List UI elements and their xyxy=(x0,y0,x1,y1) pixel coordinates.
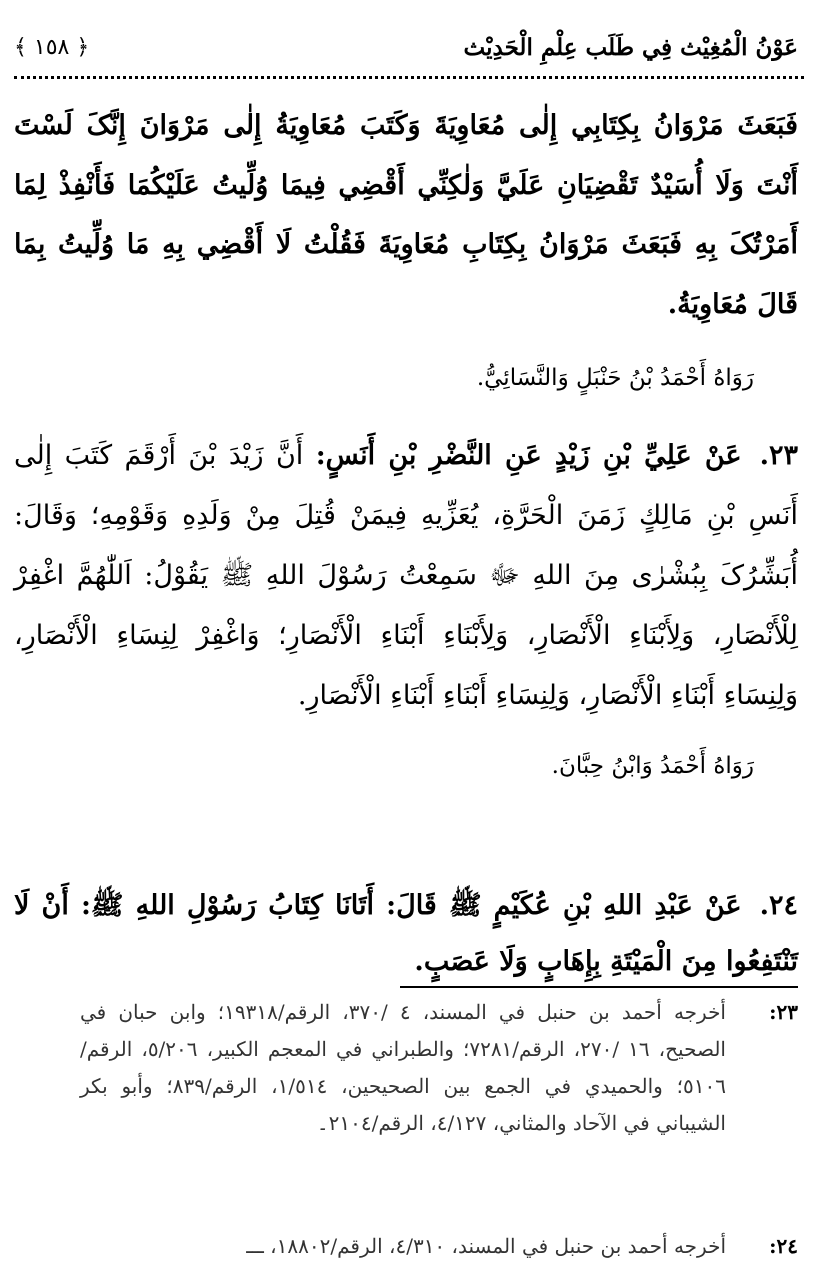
hadith-text: أَتَانَا كِتَابُ رَسُوْلِ اللهِ ﷺ: أَنْ لَا تَنْتَفِعُوا مِنَ الْمَيْتَةِ بِإِهَابٍ وَلَا عَصَبٍ. xyxy=(14,890,798,977)
source-citation-1: رَوَاهُ أَحْمَدُ بْنُ حَنْبَلٍ وَالنَّسَائِيُّ. xyxy=(476,365,754,391)
book-title: عَوْنُ الْمُغِيْث فِي طَلَب عِلْمِ الْحَدِيْث xyxy=(463,34,798,61)
footnote-text: أخرجه أحمد بن حنبل في المسند، ٤/٣١٠، الرقم/١٨٨٠٢، ـــ xyxy=(246,1234,726,1258)
page-header xyxy=(14,30,798,70)
footnote-divider xyxy=(400,986,798,988)
footnote-number: ٢٣: xyxy=(769,1000,798,1024)
hadith-number: ٢٤. xyxy=(759,890,798,921)
hadith-text: أَنَّ زَيْدَ بْنَ أَرْقَمَ كَتَبَ إِلٰى أَنَسِ بْنِ مَالِكٍ زَمَنَ الْحَرَّةِ، يُعَزِّيهِ فِيمَنْ قُتِلَ مِنْ وَلَدِهِ وَقَوْمِهِ؛ وَقَالَ: أُبَشِّرُکَ بِبُشْرٰى مِنَ اللهِ ﷻ سَمِعْتُ رَسُوْلَ اللهِ ﷺ يَقُوْلُ: اَللّٰهُمَّ اغْفِرْ لِلْأَنْصَارِ، وَلِأَبْنَاءِ الْأَنْصَارِ، وَلِأَبْنَاءِ أَبْنَاءِ الْأَنْصَارِ؛ وَاغْفِرْ لِنِسَاءِ الْأَنْصَارِ، وَلِنِسَاءِ أَبْنَاءِ الْأَنْصَارِ، وَلِنِسَاءِ أَبْنَاءِ أَبْنَاءِ الْأَنْصَارِ. xyxy=(14,440,798,711)
footnote-number: ٢٤: xyxy=(769,1234,798,1258)
page-number: ﴿ ١٥٨ ﴾ xyxy=(14,35,90,60)
footnote-23 xyxy=(80,994,798,1142)
footnote-24 xyxy=(80,1228,798,1265)
hadith-23 xyxy=(14,426,798,726)
continued-paragraph: فَبَعَثَ مَرْوَانُ بِكِتَابِي إِلٰى مُعَاوِيَةَ وَكَتَبَ مُعَاوِيَةُ إِلٰى مَرْوَانَ إِنَّکَ لَسْتَ أَنْتَ وَلَا أُسَيْدٌ تَقْضِيَانِ عَلَيَّ وَلٰكِنِّي أَقْضِي فِيمَا وُلِّيتُ عَلَيْكُمَا فَأَنْفِذْ لِمَا أَمَرْتُکَ بِهِ فَبَعَثَ مَرْوَانُ بِكِتَابِ مُعَاوِيَةَ فَقُلْتُ لَا أَقْضِي بِهِ مَا وُلِّيتُ بِمَا قَالَ مُعَاوِيَةُ. xyxy=(14,110,798,320)
hadith-narrator: عَنْ عَلِيِّ بْنِ زَيْدٍ عَنِ النَّضْرِ بْنِ أَنَسٍ: xyxy=(315,440,742,471)
hadith-narrator: عَنْ عَبْدِ اللهِ بْنِ عُكَيْمٍ ﷺ قَالَ: xyxy=(386,890,742,921)
hadith-number: ٢٣. xyxy=(759,440,798,471)
footnote-text: أخرجه أحمد بن حنبل في المسند، ٤ /٣٧٠، الرقم/١٩٣١٨؛ وابن حبان في الصحيح، ١٦ /٢٧٠، الرقم/٧٢٨١؛ والطبراني في المعجم الكبير، ٥/٢٠٦، الرقم/٥١٠٦؛ والحميدي في الجمع بين الصحيحين، ١/٥١٤، الرقم/٨٣٩؛ وأبو بكر الشيباني في الآحاد والمثاني، ٤/١٢٧، الرقم/٢١٠٤۔ xyxy=(80,1000,726,1135)
source-citation-2: رَوَاهُ أَحْمَدُ وَابْنُ حِبَّانَ. xyxy=(551,753,754,779)
header-divider xyxy=(14,76,804,79)
hadith-24 xyxy=(14,878,798,990)
